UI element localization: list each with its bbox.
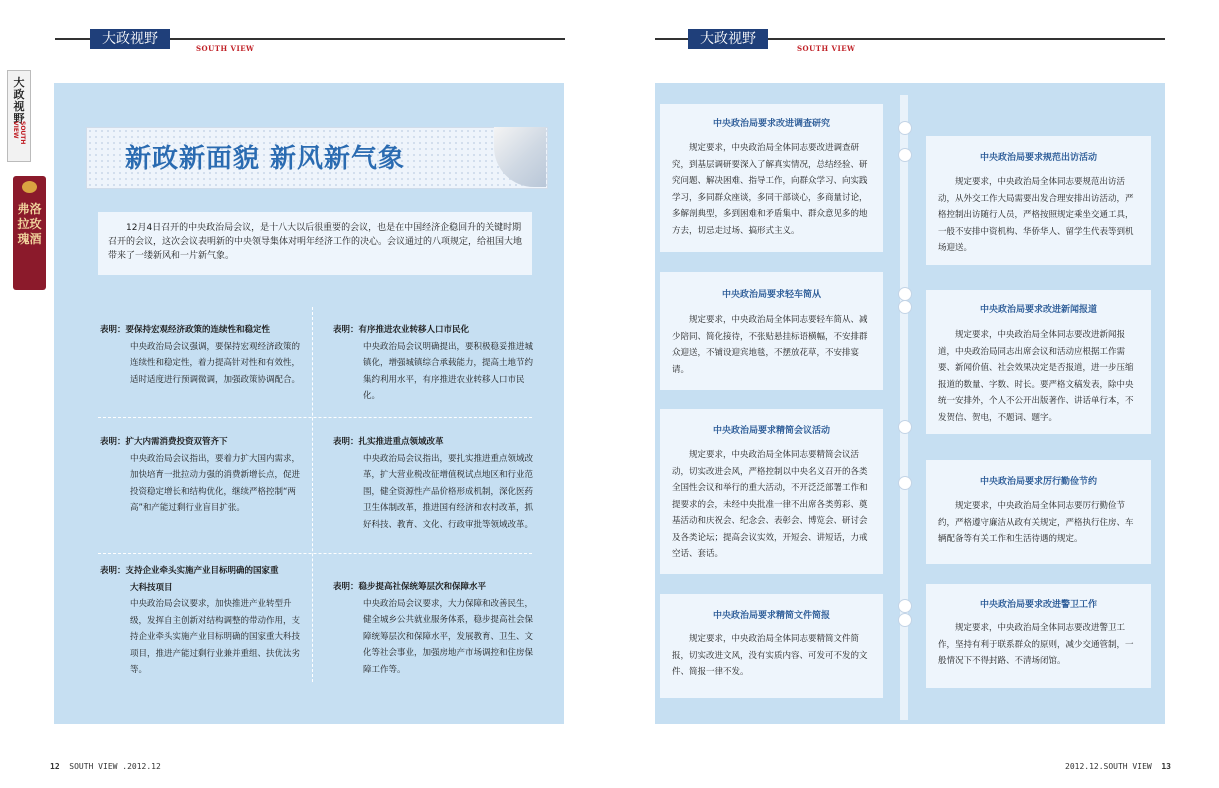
policy-body: 中央政治局会议指出，要扎实推进重点领域改革，扩大营业税改征增值税试点地区和行业范围，健全资源性产品价格形成机制，深化医药卫生体制改革，推进国有经济和农村改革，抓好科技、教育、文化、行政审批等领域改革。 [363,453,534,530]
side-advertisement[interactable] [13,176,46,290]
rule-body: 规定要求，中央政治局全体同志要厉行勤俭节约，严格遵守廉洁从政有关规定，严格执行住房、车辆配备等有关工作和生活待遇的规定。 [938,501,1134,544]
footer-right [1065,762,1171,771]
wine-logo-icon [22,181,37,193]
rule-title: 中央政治局要求改进新闻报道 [979,305,1097,315]
rule-card [660,104,883,252]
rule-card [660,409,883,574]
rule-card [926,460,1151,564]
rule-body: 规定要求，中央政治局全体同志要改进新闻报道，中央政治局同志出席会议和活动应根据工作需要、新闻价值、社会效果决定是否报道，进一步压缩报道的数量、字数、时长。要严格文稿发表，除中央统一安排外，个人不公开出版著作、讲话单行本，不发贺信、贺电，不题词、题字。 [938,330,1134,423]
rule-card [926,136,1151,265]
policy-item [333,579,533,678]
timeline-knob [898,420,912,434]
side-tab-title: 大政视野 [13,76,25,125]
policy-body: 中央政治局会议明确提出，要积极稳妥推进城镇化，增强城镇综合承载能力，提高土地节约集约利用水平，有序推进农业转移人口市民化。 [363,341,534,401]
rule-title: 中央政治局要求精简会议活动 [712,426,830,436]
policy-item [333,434,533,533]
rule-card [660,594,883,698]
rule-title: 中央政治局要求精简文件简报 [712,611,830,621]
rule-title: 中央政治局要求轻车简从 [721,290,821,300]
side-tab-brand: SOUTH VIEW [12,121,26,145]
footer-left [50,762,161,771]
rule-title: 中央政治局要求改进警卫工作 [979,600,1097,610]
rule-title: 中央政治局要求厉行勤俭节约 [979,477,1097,487]
page-title: 新政新面貌 新风新气象 [125,144,406,174]
page-number-left: 12 [50,762,60,771]
rule-body: 规定要求，中央政治局全体同志要精简文件简报，切实改进文风，没有实质内容、可发可不发的文件、简报一律不发。 [672,634,868,677]
policy-heading: 表明：扎实推进重点领域改革 [333,437,444,447]
policy-body: 中央政治局会议强调，要保持宏观经济政策的连续性和稳定性，着力提高针对性和有效性，适时适度进行预调微调，加强政策协调配合。 [130,341,301,385]
footer-left-text: SOUTH VIEW .2012.12 [69,762,161,771]
grid-divider-vertical [312,307,314,682]
grid-divider-2 [98,553,532,555]
page-number-right: 13 [1161,762,1171,771]
policy-item [333,322,533,405]
rule-body: 规定要求，中央政治局全体同志要精简会议活动，切实改进会风，严格控制以中央名义召开的各类全国性会议和举行的重大活动，不开泛泛部署工作和提要求的会，未经中央批准一律不出席各类剪彩、奠基活动和庆祝会、纪念会、表彰会、博览会、研讨会及各类论坛；提高会议实效，开短会、讲短话，力戒空话、套话。 [672,450,868,559]
grid-divider-1 [98,417,532,419]
policy-item [100,322,305,388]
policy-heading: 表明：支持企业牵头实施产业目标明确的国家重 [100,566,279,576]
policy-body: 中央政治局会议要求，大力保障和改善民生，健全城乡公共就业服务体系，稳步提高社会保障统筹层次和保障水平，发展教育、卫生、文化等社会事业，加强房地产市场调控和住房保障工作等。 [363,598,534,675]
timeline-knob [898,476,912,490]
timeline-knob [898,599,912,613]
rule-title: 中央政治局要求改进调查研究 [712,119,830,129]
policy-heading: 表明：有序推进农业转移人口市民化 [333,325,470,335]
timeline-knob [898,287,912,301]
policy-body: 中央政治局会议指出，要着力扩大国内需求，加快培育一批拉动力强的消费新增长点，促进投资稳定增长和结构优化，继续严格控制“两高”和产能过剩行业盲目扩张。 [130,453,301,513]
rule-title: 中央政治局要求规范出访活动 [979,153,1097,163]
rule-body: 规定要求，中央政治局全体同志要改进警卫工作，坚持有利于联系群众的原则，减少交通管制，一般情况下不得封路、不清场闭馆。 [938,623,1134,666]
timeline-knob [898,148,912,162]
policy-heading-cont: 大科技项目 [130,582,173,593]
policy-heading: 表明：扩大内需消费投资双管齐下 [100,437,228,447]
timeline-knob [898,300,912,314]
rule-card [660,272,883,390]
policy-item [100,563,305,679]
section-tag-left: 大政视野 [90,29,170,49]
rule-card [926,290,1151,434]
timeline-knob [898,121,912,135]
policy-item [100,434,305,517]
brand-right: SOUTH VIEW [797,44,856,53]
brand-left: SOUTH VIEW [196,44,255,53]
rule-body: 规定要求，中央政治局全体同志要规范出访活动，从外交工作大局需要出发合理安排出访活动，严格控制出访随行人员，严格按照规定乘坐交通工具，一般不安排中资机构、华侨华人、留学生代表等到机场迎送。 [938,177,1134,253]
rule-card [926,584,1151,688]
rule-body: 规定要求，中央政治局全体同志要改进调查研究，到基层调研要深入了解真实情况，总结经验、研究问题、解决困难、指导工作，向群众学习、向实践学习，多同群众座谈，多同干部谈心，多商量讨论，多解剖典型，多到困难和矛盾集中、群众意见多的地方去，切忌走过场、搞形式主义。 [672,143,868,236]
policy-heading: 表明：要保持宏观经济政策的连续性和稳定性 [100,325,271,335]
ad-text: 弗洛拉玫瑰酒 [17,202,42,246]
intro-box [98,212,532,275]
policy-body: 中央政治局会议要求，加快推进产业转型升级，发挥自主创新对结构调整的带动作用，支持企业牵头实施产业目标明确的国家重大科技项目，推进产能过剩行业兼并重组、扶优汰劣等。 [130,599,301,675]
footer-right-text: 2012.12.SOUTH VIEW [1065,762,1152,771]
side-section-tab[interactable] [7,70,31,162]
intro-text: 12月4日召开的中央政治局会议，是十八大以后很重要的会议，也是在中国经济企稳回升的关键时期召开的会议，这次会议表明新的中央领导集体对明年经济工作的决心。会议通过的八项规定，给祖国大地带来了一缕新风和一片新气象。 [108,223,523,261]
timeline-knob [898,613,912,627]
rule-body: 规定要求，中央政治局全体同志要轻车简从、减少陪同、简化接待，不张贴悬挂标语横幅，不安排群众迎送，不铺设迎宾地毯，不摆放花草，不安排宴请。 [672,315,868,375]
policy-heading: 表明：稳步提高社保统筹层次和保障水平 [333,582,487,592]
section-tag-right: 大政视野 [688,29,768,49]
